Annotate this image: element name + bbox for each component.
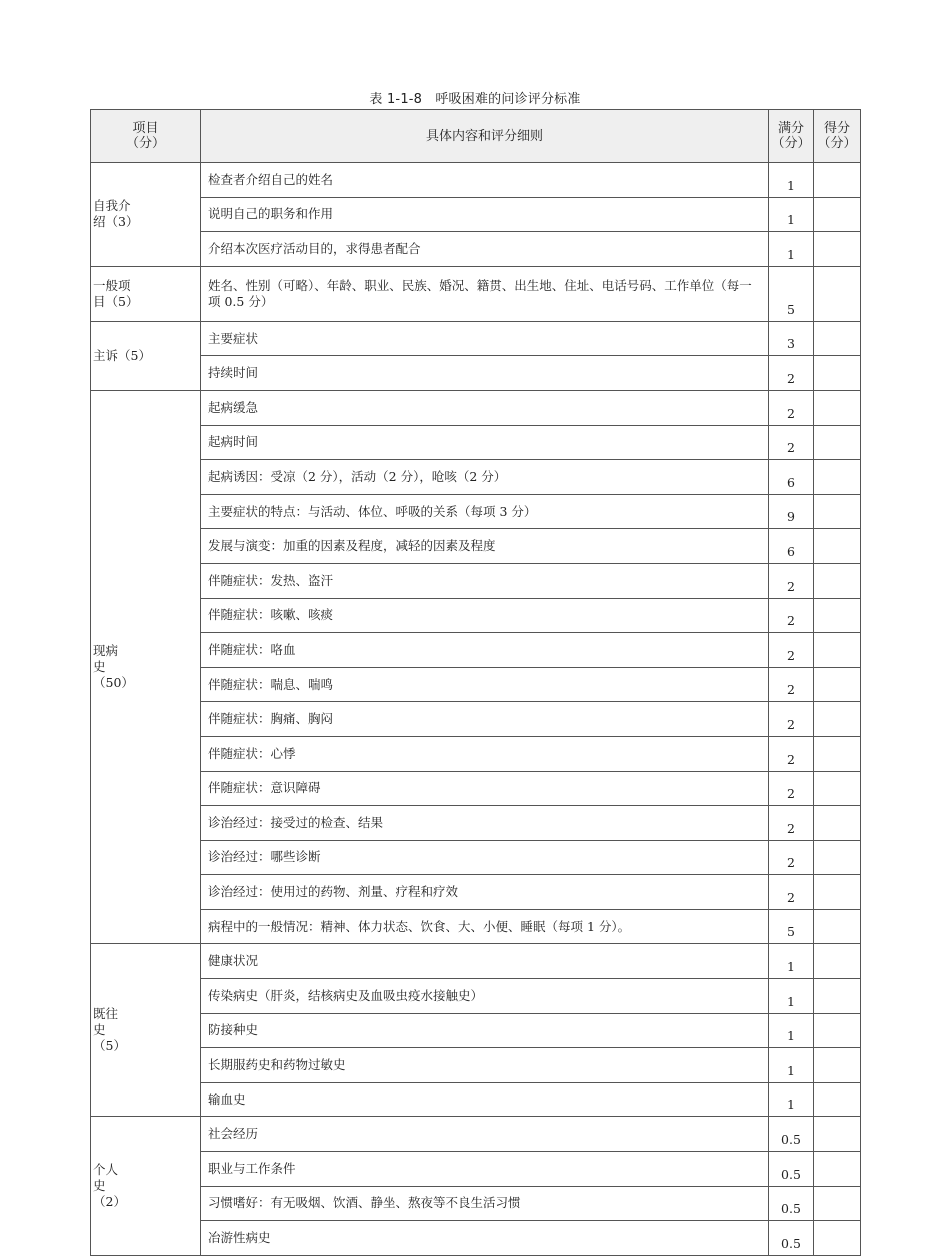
content-cell: 职业与工作条件 xyxy=(201,1152,769,1187)
content-cell: 冶游性病史 xyxy=(201,1221,769,1256)
table-row xyxy=(91,232,861,267)
content-cell: 姓名、性别（可略）、年龄、职业、民族、婚况、籍贯、出生地、住址、电话号码、工作单位（每一项 0.5 分） xyxy=(201,266,769,321)
table-row xyxy=(91,356,861,391)
full-score-cell: 5 xyxy=(769,909,814,944)
full-score-cell: 1 xyxy=(769,1048,814,1083)
table-row xyxy=(91,1082,861,1117)
content-cell: 持续时间 xyxy=(201,356,769,391)
content-cell: 伴随症状：咳嗽、咳痰 xyxy=(201,598,769,633)
table-row xyxy=(91,909,861,944)
obtained-score-cell[interactable] xyxy=(814,1013,861,1048)
obtained-score-cell[interactable] xyxy=(814,494,861,529)
scoring-table xyxy=(90,109,861,1256)
content-cell: 输血史 xyxy=(201,1082,769,1117)
content-cell: 健康状况 xyxy=(201,944,769,979)
category-cell: 自我介 绍（3） xyxy=(91,163,201,267)
header-item-line1: 项目 xyxy=(132,121,159,136)
content-cell: 伴随症状：发热、盗汗 xyxy=(201,563,769,598)
full-score-cell: 1 xyxy=(769,197,814,232)
full-score-cell: 1 xyxy=(769,979,814,1014)
full-score-cell: 2 xyxy=(769,563,814,598)
content-cell: 长期服药史和药物过敏史 xyxy=(201,1048,769,1083)
full-score-cell: 2 xyxy=(769,633,814,668)
obtained-score-cell[interactable] xyxy=(814,736,861,771)
table-row xyxy=(91,529,861,564)
table-row xyxy=(91,425,861,460)
full-score-cell: 2 xyxy=(769,840,814,875)
header-got-line1: 得分 xyxy=(823,121,850,136)
content-cell: 主要症状的特点：与活动、体位、呼吸的关系（每项 3 分） xyxy=(201,494,769,529)
obtained-score-cell[interactable] xyxy=(814,425,861,460)
obtained-score-cell[interactable] xyxy=(814,702,861,737)
table-row xyxy=(91,321,861,356)
table-row xyxy=(91,563,861,598)
content-cell: 传染病史（肝炎，结核病史及血吸虫疫水接触史） xyxy=(201,979,769,1014)
content-cell: 伴随症状：喘息、喘鸣 xyxy=(201,667,769,702)
category-cell: 现病 史 （50） xyxy=(91,390,201,944)
obtained-score-cell[interactable] xyxy=(814,1221,861,1256)
table-row xyxy=(91,598,861,633)
full-score-cell: 0.5 xyxy=(769,1117,814,1152)
obtained-score-cell[interactable] xyxy=(814,197,861,232)
obtained-score-cell[interactable] xyxy=(814,667,861,702)
content-cell: 说明自己的职务和作用 xyxy=(201,197,769,232)
full-score-cell: 2 xyxy=(769,667,814,702)
content-cell: 防接种史 xyxy=(201,1013,769,1048)
full-score-cell: 2 xyxy=(769,875,814,910)
table-row xyxy=(91,1221,861,1256)
table-row xyxy=(91,1152,861,1187)
obtained-score-cell[interactable] xyxy=(814,944,861,979)
content-cell: 病程中的一般情况：精神、体力状态、饮食、大、小便、睡眠（每项 1 分）。 xyxy=(201,909,769,944)
obtained-score-cell[interactable] xyxy=(814,875,861,910)
table-row xyxy=(91,266,861,321)
content-cell: 介绍本次医疗活动目的，求得患者配合 xyxy=(201,232,769,267)
obtained-score-cell[interactable] xyxy=(814,356,861,391)
table-row xyxy=(91,840,861,875)
header-full-line1: 满分 xyxy=(777,121,804,136)
table-caption: 表 1-1-8 呼吸困难的问诊评分标准 xyxy=(369,92,581,107)
content-cell: 诊治经过：接受过的检查、结果 xyxy=(201,806,769,841)
full-score-cell: 6 xyxy=(769,529,814,564)
full-score-cell: 2 xyxy=(769,598,814,633)
category-cell: 既往 史 （5） xyxy=(91,944,201,1117)
content-cell: 主要症状 xyxy=(201,321,769,356)
full-score-cell: 2 xyxy=(769,806,814,841)
content-cell: 社会经历 xyxy=(201,1117,769,1152)
table-row xyxy=(91,667,861,702)
content-cell: 诊治经过：使用过的药物、剂量、疗程和疗效 xyxy=(201,875,769,910)
table-row xyxy=(91,460,861,495)
full-score-cell: 2 xyxy=(769,771,814,806)
obtained-score-cell[interactable] xyxy=(814,840,861,875)
content-cell: 伴随症状：胸痛、胸闷 xyxy=(201,702,769,737)
content-cell: 起病缓急 xyxy=(201,390,769,425)
full-score-cell: 0.5 xyxy=(769,1186,814,1221)
obtained-score-cell[interactable] xyxy=(814,806,861,841)
obtained-score-cell[interactable] xyxy=(814,1048,861,1083)
full-score-cell: 1 xyxy=(769,944,814,979)
table-row xyxy=(91,1013,861,1048)
obtained-score-cell[interactable] xyxy=(814,321,861,356)
header-full-score xyxy=(769,110,814,163)
full-score-cell: 9 xyxy=(769,494,814,529)
full-score-cell: 2 xyxy=(769,702,814,737)
full-score-cell: 2 xyxy=(769,425,814,460)
table-row xyxy=(91,494,861,529)
header-obtained-score xyxy=(814,110,861,163)
table-row xyxy=(91,702,861,737)
content-cell: 起病时间 xyxy=(201,425,769,460)
full-score-cell: 2 xyxy=(769,390,814,425)
content-cell: 习惯嗜好：有无吸烟、饮酒、静坐、熬夜等不良生活习惯 xyxy=(201,1186,769,1221)
obtained-score-cell[interactable] xyxy=(814,1117,861,1152)
table-row xyxy=(91,1117,861,1152)
obtained-score-cell[interactable] xyxy=(814,633,861,668)
obtained-score-cell[interactable] xyxy=(814,771,861,806)
obtained-score-cell[interactable] xyxy=(814,1186,861,1221)
table-row xyxy=(91,875,861,910)
header-full-line2: （分） xyxy=(771,136,811,151)
content-cell: 诊治经过：哪些诊断 xyxy=(201,840,769,875)
content-cell: 起病诱因：受凉（2 分），活动（2 分），呛咳（2 分） xyxy=(201,460,769,495)
header-item xyxy=(91,110,201,163)
content-cell: 伴随症状：意识障碍 xyxy=(201,771,769,806)
full-score-cell: 3 xyxy=(769,321,814,356)
table-row xyxy=(91,979,861,1014)
full-score-cell: 1 xyxy=(769,232,814,267)
table-row xyxy=(91,197,861,232)
content-cell: 检查者介绍自己的姓名 xyxy=(201,163,769,198)
full-score-cell: 5 xyxy=(769,266,814,321)
full-score-cell: 1 xyxy=(769,1082,814,1117)
obtained-score-cell[interactable] xyxy=(814,163,861,198)
header-got-line2: （分） xyxy=(817,136,857,151)
category-cell: 主诉（5） xyxy=(91,321,201,390)
full-score-cell: 1 xyxy=(769,163,814,198)
full-score-cell: 0.5 xyxy=(769,1152,814,1187)
header-item-line2: （分） xyxy=(125,136,165,151)
content-cell: 伴随症状：心悸 xyxy=(201,736,769,771)
table-row xyxy=(91,1048,861,1083)
obtained-score-cell[interactable] xyxy=(814,1152,861,1187)
table-row xyxy=(91,390,861,425)
obtained-score-cell[interactable] xyxy=(814,979,861,1014)
obtained-score-cell[interactable] xyxy=(814,460,861,495)
obtained-score-cell[interactable] xyxy=(814,598,861,633)
obtained-score-cell[interactable] xyxy=(814,232,861,267)
table-row xyxy=(91,633,861,668)
table-header-row xyxy=(91,110,861,163)
obtained-score-cell[interactable] xyxy=(814,266,861,321)
category-cell: 一般项 目（5） xyxy=(91,266,201,321)
full-score-cell: 0.5 xyxy=(769,1221,814,1256)
content-cell: 伴随症状：咯血 xyxy=(201,633,769,668)
obtained-score-cell[interactable] xyxy=(814,909,861,944)
obtained-score-cell[interactable] xyxy=(814,1082,861,1117)
header-content: 具体内容和评分细则 xyxy=(201,110,769,163)
category-cell: 个人 史 （2） xyxy=(91,1117,201,1255)
full-score-cell: 1 xyxy=(769,1013,814,1048)
table-row xyxy=(91,1186,861,1221)
table-row xyxy=(91,806,861,841)
table-row xyxy=(91,944,861,979)
full-score-cell: 2 xyxy=(769,356,814,391)
table-body xyxy=(91,163,861,1256)
obtained-score-cell[interactable] xyxy=(814,390,861,425)
obtained-score-cell[interactable] xyxy=(814,563,861,598)
table-row xyxy=(91,736,861,771)
obtained-score-cell[interactable] xyxy=(814,529,861,564)
content-cell: 发展与演变：加重的因素及程度，减轻的因素及程度 xyxy=(201,529,769,564)
table-row xyxy=(91,163,861,198)
full-score-cell: 2 xyxy=(769,736,814,771)
table-row xyxy=(91,771,861,806)
full-score-cell: 6 xyxy=(769,460,814,495)
